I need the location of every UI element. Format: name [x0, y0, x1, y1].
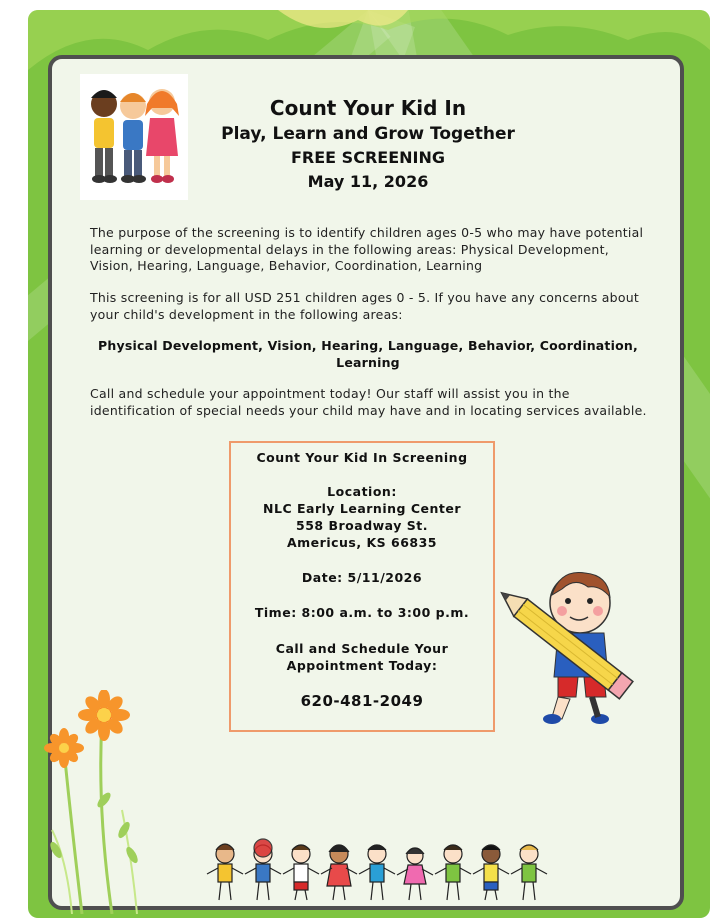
call-to-action-paragraph: Call and schedule your appointment today! Our staff will assist you in the identification of special needs your child may have and in locating services available. — [90, 386, 647, 418]
date-line: Date: 5/11/2026 — [301, 570, 423, 585]
flyer-subtitle: Play, Learn and Grow Together — [221, 124, 515, 144]
development-areas: Physical Development, Vision, Hearing, Language, Behavior, Coordination, Learning — [98, 338, 638, 370]
purpose-paragraph: The purpose of the screening is to identify children ages 0-5 who may have potential learning or developmental delays in the following areas: Physical Development, Vision, Hearing, Language, Behavior, Coordination, Learning — [90, 225, 644, 273]
address-line-2: Americus, KS 66835 — [286, 535, 437, 550]
flowers-decoration — [42, 690, 152, 914]
screening-info-box — [229, 441, 495, 732]
kids-row-illustration — [205, 838, 555, 908]
location-name: NLC Early Learning Center — [263, 501, 461, 516]
eligibility-paragraph: This screening is for all USD 251 children ages 0 - 5. If you have any concerns about your child's development in the following areas: — [90, 290, 640, 322]
boy-with-pencil-illustration — [500, 565, 640, 730]
call-line-2: Appointment Today: — [286, 658, 438, 673]
flyer-title: Count Your Kid In — [269, 96, 467, 120]
time-line: Time: 8:00 a.m. to 3:00 p.m. — [254, 605, 470, 620]
info-box-heading: Count Your Kid In Screening — [256, 450, 468, 465]
address-line-1: 558 Broadway St. — [296, 518, 428, 533]
three-kids-illustration — [80, 74, 188, 200]
free-screening-label: FREE SCREENING — [291, 148, 445, 167]
screening-date: May 11, 2026 — [307, 172, 429, 191]
call-line-1: Call and Schedule Your — [275, 641, 449, 656]
location-label: Location: — [327, 484, 397, 499]
phone-number: 620-481-2049 — [300, 692, 424, 710]
